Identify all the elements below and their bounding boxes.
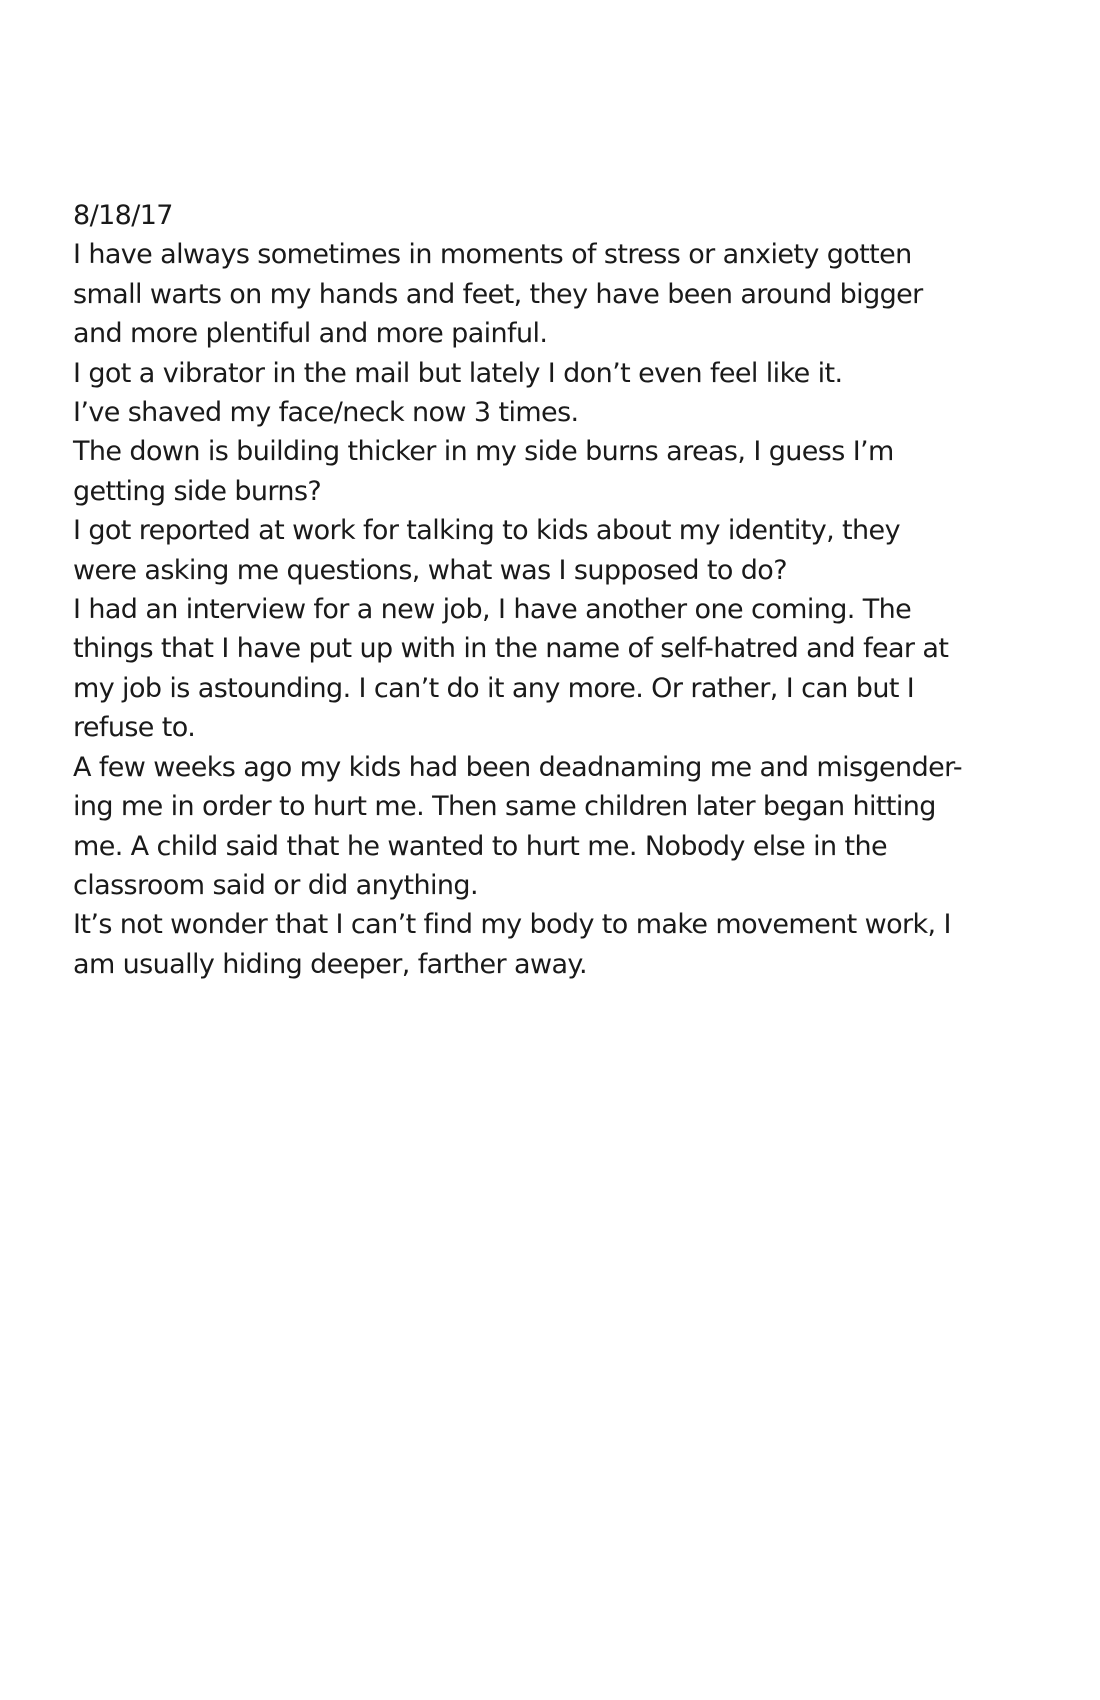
entry-line: I have always sometimes in moments of stress or anxiety gotten [73, 239, 912, 271]
entry-line: getting side burns? [73, 475, 322, 507]
entry-line: and more plentiful and more painful. [73, 318, 548, 350]
entry-line: I’ve shaved my face/neck now 3 times. [73, 397, 579, 429]
entry-line: classroom said or did anything. [73, 869, 478, 901]
entry-line: am usually hiding deeper, farther away. [73, 948, 587, 980]
entry-line: A few weeks ago my kids had been deadnaming me and misgender- [73, 751, 963, 783]
entry-line: ing me in order to hurt me. Then same children later began hitting [73, 791, 936, 823]
entry-line: me. A child said that he wanted to hurt me. Nobody else in the [73, 830, 888, 862]
entry-line: things that I have put up with in the name of self-hatred and fear at [73, 633, 949, 665]
entry-line: small warts on my hands and feet, they have been around bigger [73, 278, 923, 310]
entry-line: I had an interview for a new job, I have another one coming. The [73, 594, 912, 626]
entry-date: 8/18/17 [73, 200, 173, 231]
entry-line: I got reported at work for talking to kids about my identity, they [73, 515, 900, 547]
entry-line: The down is building thicker in my side burns areas, I guess I’m [73, 436, 894, 468]
entry-line: were asking me questions, what was I supposed to do? [73, 554, 787, 586]
journal-entry [73, 196, 1073, 984]
entry-line: I got a vibrator in the mail but lately I don’t even feel like it. [73, 357, 843, 389]
entry-line: my job is astounding. I can’t do it any more. Or rather, I can but I [73, 672, 915, 704]
entry-line: refuse to. [73, 712, 196, 744]
entry-line: It’s not wonder that I can’t find my body to make movement work, I [73, 909, 951, 941]
